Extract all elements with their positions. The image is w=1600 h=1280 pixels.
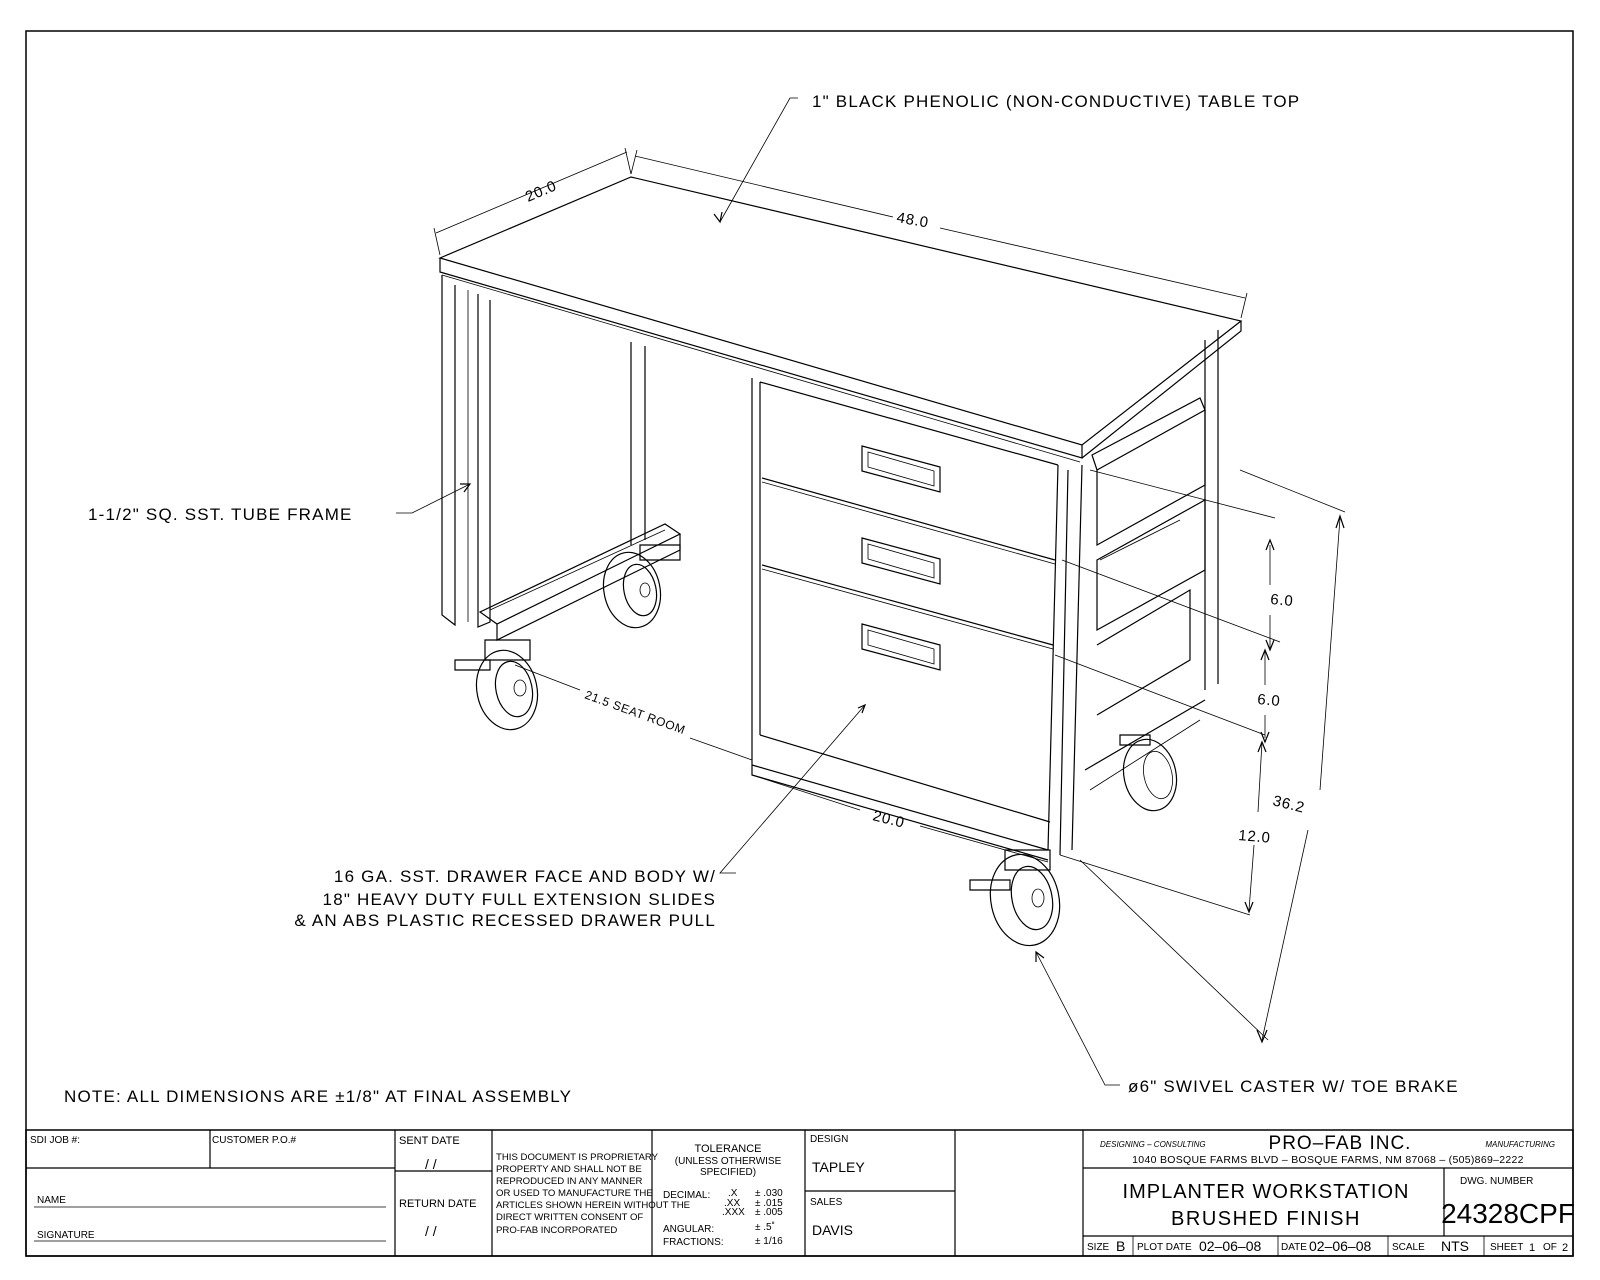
sent-date-value: / /: [425, 1156, 437, 1172]
decimal-xxx: .XXX: [722, 1207, 745, 1218]
manufacturing-label: MANUFACTURING: [1485, 1140, 1555, 1149]
designing-consulting: DESIGNING – CONSULTING: [1100, 1140, 1206, 1149]
size-label: SIZE: [1087, 1242, 1110, 1253]
tolerance-xxx: ± .005: [755, 1207, 783, 1218]
tolerance-angular: ± .5˚: [755, 1222, 775, 1233]
decimal-xx: .XX: [724, 1198, 741, 1209]
fractions-label: FRACTIONS:: [663, 1237, 724, 1248]
seat-room-dimension: 21.5 SEAT ROOM: [582, 687, 688, 738]
drawer3-height-dimension: 12.0: [1237, 827, 1272, 847]
caster-label: ø6" SWIVEL CASTER W/ TOE BRAKE: [1128, 1077, 1459, 1096]
drawer2-height-dimension: 6.0: [1256, 691, 1282, 711]
tolerance-x: ± .030: [755, 1188, 783, 1199]
proprietary-line: DIRECT WRITTEN CONSENT OF: [496, 1212, 644, 1223]
drawer1-height-dimension: 6.0: [1269, 591, 1295, 611]
table-top-label: 1" BLACK PHENOLIC (NON-CONDUCTIVE) TABLE TOP: [812, 92, 1301, 111]
size-value: B: [1116, 1238, 1126, 1254]
decimal-label: DECIMAL:: [663, 1190, 711, 1201]
tube-frame-label: 1-1/2" SQ. SST. TUBE FRAME: [88, 505, 353, 524]
tolerance-sub1: (UNLESS OTHERWISE: [674, 1156, 782, 1167]
depth-dimension: 20.0: [522, 177, 560, 206]
proprietary-line: THIS DOCUMENT IS PROPRIETARY: [496, 1152, 659, 1163]
company-address: 1040 BOSQUE FARMS BLVD – BOSQUE FARMS, NM 87068 – (505)869–2222: [1132, 1154, 1524, 1166]
proprietary-line: PROPERTY AND SHALL NOT BE: [496, 1164, 642, 1175]
name-label: NAME: [37, 1195, 66, 1206]
date-value: 02–06–08: [1309, 1238, 1372, 1254]
drawer-spec-line2: 18" HEAVY DUTY FULL EXTENSION SLIDES: [322, 890, 716, 909]
dwg-number: 24328CPF: [1441, 1198, 1575, 1229]
proprietary-line: PRO-FAB INCORPORATED: [496, 1225, 618, 1236]
date-label: DATE: [1281, 1242, 1307, 1253]
sheet-total: 2: [1562, 1242, 1569, 1254]
scale-value: NTS: [1441, 1238, 1469, 1254]
of-label: OF: [1543, 1242, 1557, 1253]
design-name: TAPLEY: [812, 1159, 865, 1175]
signature-label: SIGNATURE: [37, 1230, 95, 1241]
proprietary-line: ARTICLES SHOWN HEREIN WITHOUT THE: [496, 1200, 691, 1211]
drawer-depth-dimension: 20.0: [871, 807, 907, 832]
sheet-border: [26, 31, 1573, 1256]
overall-height-dimension: 36.2: [1271, 792, 1307, 817]
scale-label: SCALE: [1392, 1242, 1425, 1253]
tolerance-heading: TOLERANCE: [694, 1143, 762, 1155]
angular-label: ANGULAR:: [663, 1224, 715, 1235]
sales-name: DAVIS: [812, 1222, 853, 1238]
return-date-value: / /: [425, 1223, 437, 1239]
customer-po-label: CUSTOMER P.O.#: [212, 1135, 297, 1146]
tolerance-fractions: ± 1/16: [755, 1236, 783, 1247]
tolerance-xx: ± .015: [755, 1198, 783, 1209]
proprietary-line: OR USED TO MANUFACTURE THE: [496, 1188, 653, 1199]
drawing-title-line2: BRUSHED FINISH: [1171, 1208, 1361, 1230]
sales-label: SALES: [810, 1197, 843, 1208]
design-label: DESIGN: [810, 1134, 849, 1145]
sdi-job-label: SDI JOB #:: [30, 1135, 81, 1146]
sent-date-label: SENT DATE: [399, 1135, 460, 1147]
plot-date-value: 02–06–08: [1199, 1238, 1262, 1254]
return-date-label: RETURN DATE: [399, 1198, 477, 1210]
drawer-spec-line3: & AN ABS PLASTIC RECESSED DRAWER PULL: [294, 911, 716, 930]
company-name: PRO–FAB INC.: [1268, 1133, 1412, 1154]
tolerance-sub2: SPECIFIED): [699, 1167, 757, 1178]
plot-date-label: PLOT DATE: [1137, 1242, 1192, 1253]
drawing-title-line1: IMPLANTER WORKSTATION: [1122, 1181, 1410, 1203]
sheet-number: 1: [1529, 1242, 1536, 1254]
drawer-spec-line1: 16 GA. SST. DRAWER FACE AND BODY W/: [333, 867, 716, 886]
width-dimension: 48.0: [895, 209, 931, 232]
dwg-number-label: DWG. NUMBER: [1460, 1176, 1534, 1187]
decimal-x: .X: [728, 1188, 738, 1199]
proprietary-notice: [496, 1152, 690, 1236]
tolerance-note: NOTE: ALL DIMENSIONS ARE ±1/8" AT FINAL ASSEMBLY: [64, 1087, 573, 1106]
workstation-drawing: [396, 98, 1345, 1085]
sheet-label: SHEET: [1490, 1242, 1524, 1253]
proprietary-line: REPRODUCED IN ANY MANNER: [496, 1176, 643, 1187]
